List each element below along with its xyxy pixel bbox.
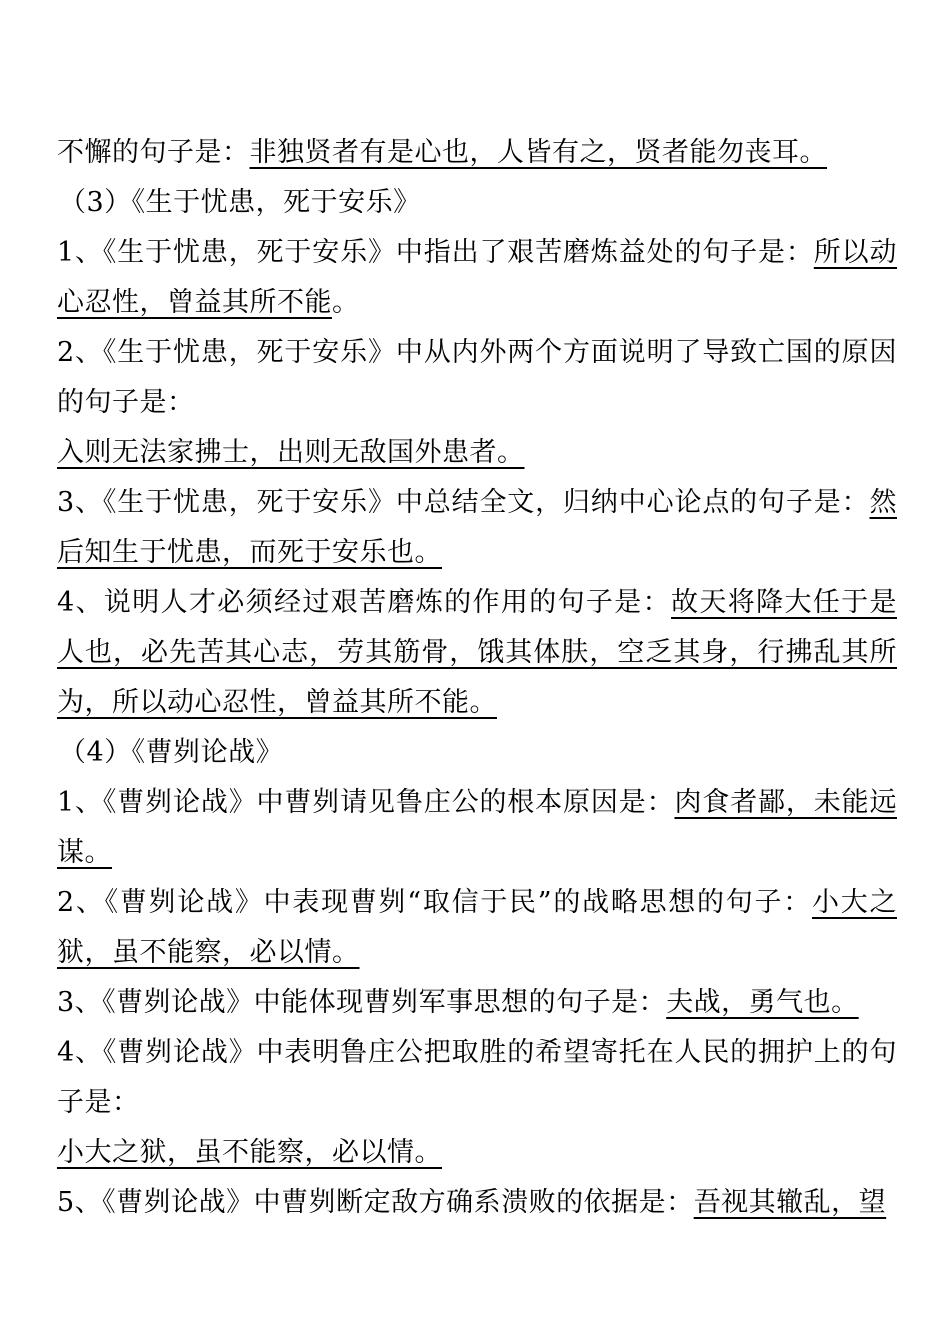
- paragraph-lead: 2、《生于忧患，死于安乐》中从内外两个方面说明了导致亡国的原因的句子是：: [57, 337, 897, 418]
- paragraph-3-2: [57, 328, 897, 478]
- paragraph-lead: 3、《曹刿论战》中能体现曹刿军事思想的句子是：: [57, 987, 667, 1018]
- paragraph-3-3: [57, 478, 897, 578]
- underlined-answer: 入则无法家拂士，出则无敌国外患者。: [57, 437, 525, 468]
- paragraph-lead: 1、《生于忧患，死于安乐》中指出了艰苦磨炼益处的句子是：: [57, 237, 814, 268]
- paragraph-4-2: [57, 878, 897, 978]
- paragraph-lead: 1、《曹刿论战》中曹刿请见鲁庄公的根本原因是：: [57, 787, 675, 818]
- underlined-answer: 吾视其辙乱，望: [693, 1187, 887, 1218]
- section-heading-4: （4）《曹刿论战》: [59, 737, 284, 768]
- paragraph-tail: 。: [332, 287, 360, 318]
- underlined-answer: 肉食者鄙，未能远谋。: [57, 787, 897, 868]
- underlined-answer: 小大之狱，虽不能察，必以情。: [57, 1137, 442, 1168]
- paragraph-3-1: [57, 228, 897, 328]
- paragraph-lead: 4、《曹刿论战》中表明鲁庄公把取胜的希望寄托在人民的拥护上的句子是：: [57, 1037, 897, 1118]
- underlined-answer: 小大之狱，虽不能察，必以情。: [57, 887, 897, 968]
- underlined-answer: 故天将降大任于是人也，必先苦其心志，劳其筋骨，饿其体肤，空乏其身，行拂乱其所为，所以动心忍性，曾益其所不能。: [57, 587, 898, 718]
- paragraph-4-4: [57, 1028, 897, 1178]
- paragraph-lead: 4、说明人才必须经过艰苦磨炼的作用的句子是：: [57, 587, 672, 618]
- paragraph-4-1: [57, 778, 897, 878]
- paragraph-lead: 2、《曹刿论战》中表现曹刿“取信于民”的战略思想的句子：: [57, 887, 813, 918]
- section-heading-3: （3）《生于忧患，死于安乐》: [59, 187, 421, 218]
- underlined-answer: 所以动心忍性，曾益其所不能: [57, 237, 898, 318]
- paragraph-3-4: [57, 578, 897, 728]
- paragraph-1: [57, 128, 897, 178]
- paragraph-lead: 5、《曹刿论战》中曹刿断定敌方确系溃败的依据是：: [57, 1187, 694, 1218]
- paragraph-4-5: [57, 1178, 897, 1228]
- paragraph-4-3: [57, 978, 897, 1028]
- paragraph-lead: 3、《生于忧患，死于安乐》中总结全文，归纳中心论点的句子是：: [57, 487, 870, 518]
- document-page: [57, 128, 897, 1228]
- underlined-answer: 夫战，勇气也。: [666, 987, 859, 1018]
- underlined-answer: 然后知生于忧患，而死于安乐也。: [57, 487, 897, 568]
- paragraph-lead: 不懈的句子是：: [57, 137, 250, 168]
- underlined-answer: 非独贤者有是心也，人皆有之，贤者能勿丧耳。: [249, 137, 827, 168]
